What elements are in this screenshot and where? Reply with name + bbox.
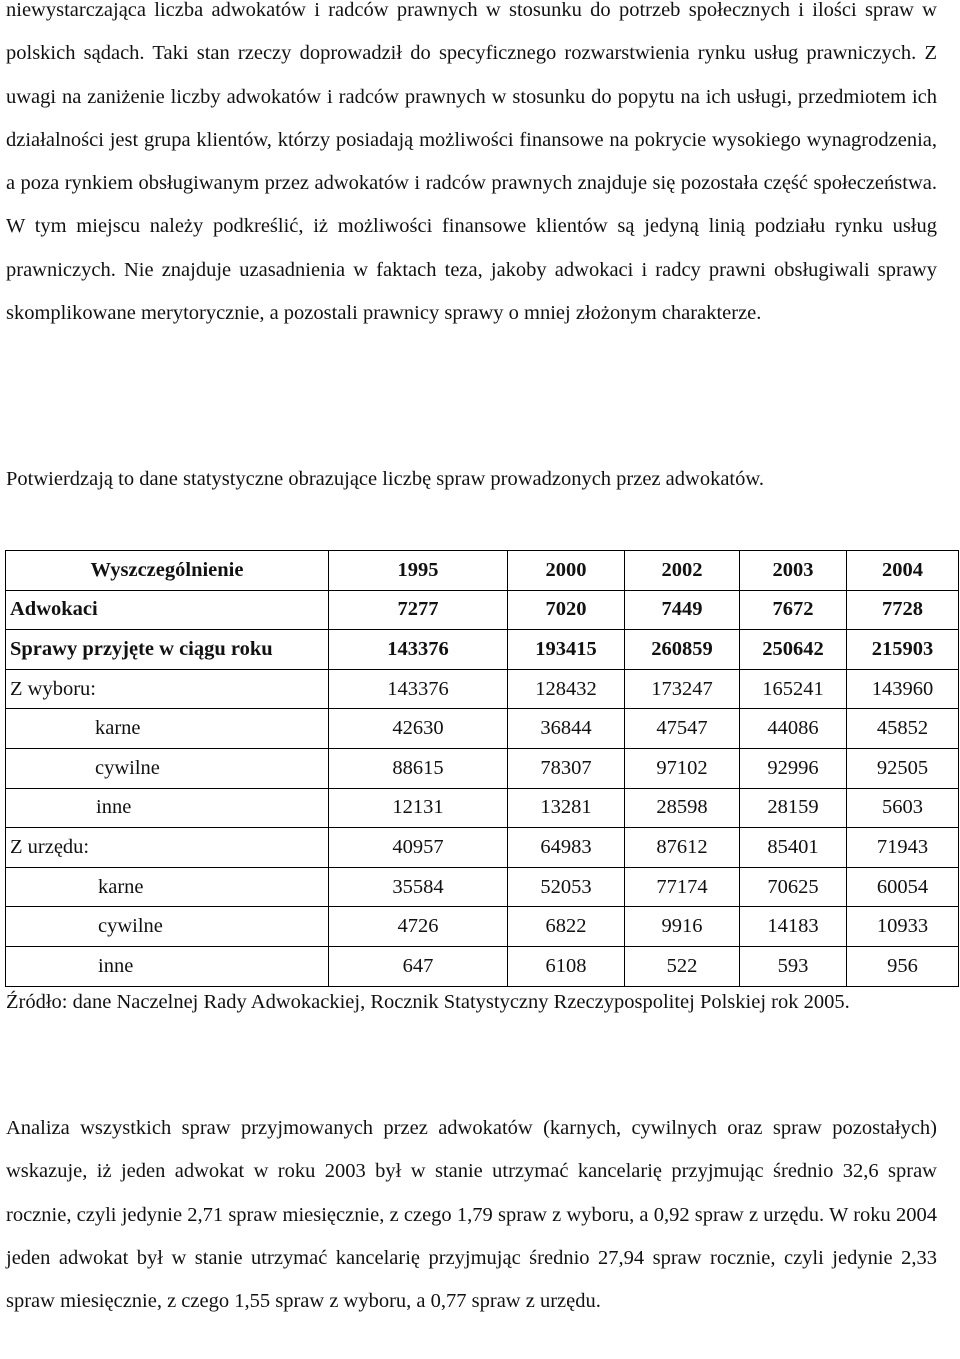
table-cell: 6822 [508,907,625,947]
table-cell: 7728 [847,590,959,630]
row-label: cywilne [6,907,329,947]
table-header-cell: 2000 [508,551,625,591]
table-cell: 6108 [508,946,625,986]
row-label: inne [6,788,329,828]
table-header-cell: 2003 [740,551,847,591]
table-header-cell: 1995 [329,551,508,591]
table-cell: 97102 [625,748,740,788]
table-cell: 71943 [847,828,959,868]
row-label: Sprawy przyjęte w ciągu roku [6,630,329,670]
table-row [6,630,959,670]
table-cell: 60054 [847,867,959,907]
table-row [6,709,959,749]
table-cell: 47547 [625,709,740,749]
table-cell: 92996 [740,748,847,788]
row-label: cywilne [6,748,329,788]
table-cell: 173247 [625,669,740,709]
table-cell: 522 [625,946,740,986]
table-cell: 14183 [740,907,847,947]
table-cell: 85401 [740,828,847,868]
table-header-cell: Wyszczególnienie [6,551,329,591]
table-source-note: Źródło: dane Naczelnej Rady Adwokackiej, Rocznik Statystyczny Rzeczypospolitej Polskiej rok 2005. [6,991,850,1013]
table-cell: 128432 [508,669,625,709]
intro-paragraph: niewystarczająca liczba adwokatów i radców prawnych w stosunku do potrzeb społecznych i ilości spraw w polskich sądach. Taki stan rzeczy doprowadził do specyficznego rozwarstwienia rynku usług prawniczych. Z uwagi na zaniżenie liczby adwokatów i radców prawnych w stosunku do popytu na ich usługi, przedmiotem ich działalności jest grupa klientów, którzy posiadają możliwości finansowe na pokrycie wysokiego wynagrodzenia, a poza rynkiem obsługiwanym przez adwokatów i radców prawnych znajduje się pozostała część społeczeństwa. W tym miejscu należy podkreślić, iż możliwości finansowe klientów są jedyną linią podziału rynku usług prawniczych. Nie znajduje uzasadnienia w faktach teza, jakoby adwokaci i radcy prawni obsługiwali sprawy skomplikowane merytorycznie, a pozostali prawnicy sprawy o mniej złożonym charakterze. [6,0,937,325]
table-cell: 88615 [329,748,508,788]
table-cell: 193415 [508,630,625,670]
table-cell: 52053 [508,867,625,907]
row-label: karne [6,867,329,907]
table-cell: 87612 [625,828,740,868]
table-cell: 28598 [625,788,740,828]
table-cell: 77174 [625,867,740,907]
table-cell: 36844 [508,709,625,749]
table-header-cell: 2004 [847,551,959,591]
table-cell: 64983 [508,828,625,868]
table-row [6,907,959,947]
table-row [6,867,959,907]
table-row [6,788,959,828]
row-label: Adwokaci [6,590,329,630]
table-cell: 28159 [740,788,847,828]
table-cell: 143376 [329,669,508,709]
table-cell: 45852 [847,709,959,749]
table-cell: 44086 [740,709,847,749]
table-cell: 7020 [508,590,625,630]
table-cell: 260859 [625,630,740,670]
table-cell: 250642 [740,630,847,670]
table-cell: 7449 [625,590,740,630]
table-cell: 956 [847,946,959,986]
table-cell: 165241 [740,669,847,709]
table-cell: 70625 [740,867,847,907]
table-cell: 4726 [329,907,508,947]
table-row [6,828,959,868]
table-cell: 7672 [740,590,847,630]
table-cell: 13281 [508,788,625,828]
table-cell: 12131 [329,788,508,828]
table-row [6,669,959,709]
table-cell: 78307 [508,748,625,788]
table-cell: 647 [329,946,508,986]
row-label: karne [6,709,329,749]
table-cell: 215903 [847,630,959,670]
table-header-row [6,551,959,591]
table-row [6,590,959,630]
table-cell: 35584 [329,867,508,907]
statistics-intro-paragraph: Potwierdzają to dane statystyczne obrazujące liczbę spraw prowadzonych przez adwokatów. [6,468,764,490]
table-cell: 593 [740,946,847,986]
table-header-cell: 2002 [625,551,740,591]
table-cell: 143960 [847,669,959,709]
table-row [6,748,959,788]
table-cell: 42630 [329,709,508,749]
statistics-table [5,550,959,987]
table-cell: 92505 [847,748,959,788]
table-cell: 40957 [329,828,508,868]
table-cell: 10933 [847,907,959,947]
analysis-paragraph: Analiza wszystkich spraw przyjmowanych przez adwokatów (karnych, cywilnych oraz spraw pozostałych) wskazuje, iż jeden adwokat w roku 2003 był w stanie utrzymać kancelarię przyjmując średnio 32,6 spraw rocznie, czyli jedynie 2,71 spraw miesięcznie, z czego 1,79 spraw z wyboru, a 0,92 spraw z urzędu. W roku 2004 jeden adwokat był w stanie utrzymać kancelarię przyjmując średnio 27,94 spraw rocznie, czyli jedynie 2,33 spraw miesięcznie, z czego 1,55 spraw z wyboru, a 0,77 spraw z urzędu. [6,1117,937,1313]
row-label: inne [6,946,329,986]
table-cell: 7277 [329,590,508,630]
row-label: Z urzędu: [6,828,329,868]
table-cell: 143376 [329,630,508,670]
row-label: Z wyboru: [6,669,329,709]
table-cell: 9916 [625,907,740,947]
table-cell: 5603 [847,788,959,828]
